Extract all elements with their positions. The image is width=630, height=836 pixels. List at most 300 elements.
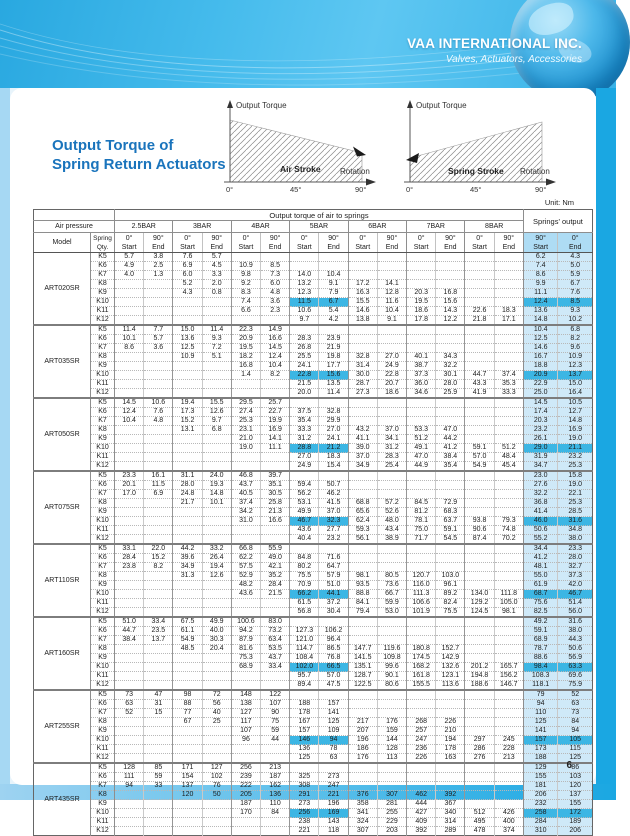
table-cell: 24.1 bbox=[319, 435, 348, 444]
table-cell: 107 bbox=[261, 700, 290, 709]
diagram2-area-label: Spring Stroke bbox=[448, 166, 504, 176]
table-cell: 31.6 bbox=[558, 617, 593, 627]
table-cell: 16.3 bbox=[348, 289, 377, 298]
table-cell bbox=[144, 754, 173, 764]
page-title-line2: Spring Return Actuators bbox=[52, 156, 226, 173]
table-cell: 3.3 bbox=[202, 271, 231, 280]
table-cell: 127.3 bbox=[290, 627, 319, 636]
table-cell bbox=[144, 280, 173, 289]
table-cell: 78.1 bbox=[407, 517, 436, 526]
table-cell: 34.8 bbox=[558, 526, 593, 535]
table-cell: 148 bbox=[231, 690, 260, 700]
table-cell bbox=[173, 362, 202, 371]
model-name: ART255SR bbox=[34, 690, 91, 763]
table-cell: 61.9 bbox=[523, 581, 558, 590]
table-cell bbox=[494, 280, 523, 289]
table-cell: 45.4 bbox=[494, 462, 523, 472]
table-row bbox=[34, 517, 593, 526]
table-cell bbox=[465, 481, 494, 490]
table-cell: 59.1 bbox=[436, 526, 465, 535]
table-cell: 11.4 bbox=[115, 325, 144, 335]
table-cell bbox=[202, 316, 231, 326]
table-cell: 50.6 bbox=[523, 526, 558, 535]
table-row bbox=[34, 508, 593, 517]
table-cell: 35.2 bbox=[261, 572, 290, 581]
table-cell bbox=[494, 709, 523, 718]
table-row bbox=[34, 645, 593, 654]
table-cell: 12.2 bbox=[436, 316, 465, 326]
table-cell: 8.2 bbox=[558, 335, 593, 344]
table-cell: 308 bbox=[290, 782, 319, 791]
table-cell bbox=[261, 462, 290, 472]
table-cell bbox=[261, 818, 290, 827]
table-row bbox=[34, 636, 593, 645]
table-cell: 35.4 bbox=[290, 417, 319, 426]
table-cell: 30.0 bbox=[348, 371, 377, 380]
table-cell bbox=[115, 362, 144, 371]
table-cell: 26.4 bbox=[202, 554, 231, 563]
table-cell: 444 bbox=[407, 800, 436, 809]
table-cell: 3.6 bbox=[144, 344, 173, 353]
table-cell: 15.6 bbox=[436, 298, 465, 307]
spring-qty-cell: K5 bbox=[91, 398, 115, 408]
table-cell bbox=[465, 645, 494, 654]
table-cell: 79.3 bbox=[494, 517, 523, 526]
table-cell: 86.5 bbox=[319, 645, 348, 654]
table-cell: 186 bbox=[348, 745, 377, 754]
table-cell: 10.1 bbox=[115, 335, 144, 344]
table-cell: 66.7 bbox=[377, 590, 406, 599]
table-cell bbox=[465, 435, 494, 444]
table-cell: 273 bbox=[319, 773, 348, 782]
table-cell: 2.0 bbox=[202, 280, 231, 289]
table-cell: 94.2 bbox=[231, 627, 260, 636]
table-cell bbox=[144, 727, 173, 736]
table-cell bbox=[115, 371, 144, 380]
table-cell bbox=[348, 490, 377, 499]
table-cell: 32.2 bbox=[523, 490, 558, 499]
table-cell bbox=[144, 380, 173, 389]
table-cell: 176 bbox=[377, 718, 406, 727]
table-cell bbox=[261, 745, 290, 754]
table-cell: 51.2 bbox=[407, 435, 436, 444]
table-cell: 33.2 bbox=[202, 544, 231, 554]
table-cell bbox=[377, 709, 406, 718]
table-cell bbox=[144, 663, 173, 672]
spring-qty-header: Spring Qty. bbox=[91, 233, 115, 253]
table-cell bbox=[290, 262, 319, 271]
table-cell: 93.8 bbox=[465, 517, 494, 526]
table-cell bbox=[115, 654, 144, 663]
table-cell bbox=[494, 253, 523, 262]
table-cell bbox=[494, 563, 523, 572]
spring-qty-cell: K7 bbox=[91, 417, 115, 426]
table-cell: 23.1 bbox=[231, 426, 260, 435]
table-cell bbox=[407, 408, 436, 417]
table-cell bbox=[115, 581, 144, 590]
table-cell: 4.8 bbox=[261, 289, 290, 298]
table-row bbox=[34, 617, 593, 627]
table-cell bbox=[436, 344, 465, 353]
table-cell: 38.9 bbox=[377, 535, 406, 545]
table-cell: 129.2 bbox=[465, 599, 494, 608]
table-cell bbox=[377, 325, 406, 335]
table-cell: 128 bbox=[377, 745, 406, 754]
table-cell: 106.6 bbox=[407, 599, 436, 608]
table-cell: 9.8 bbox=[231, 271, 260, 280]
table-cell: 229 bbox=[377, 818, 406, 827]
table-cell: 6.7 bbox=[319, 298, 348, 307]
table-cell bbox=[436, 544, 465, 554]
table-cell: 116.0 bbox=[407, 581, 436, 590]
table-cell: 94 bbox=[319, 736, 348, 745]
table-cell: 8.5 bbox=[261, 262, 290, 271]
table-cell: 3.8 bbox=[144, 253, 173, 262]
table-cell bbox=[202, 654, 231, 663]
table-cell: 29.0 bbox=[523, 444, 558, 453]
table-cell: 281 bbox=[377, 800, 406, 809]
table-cell: 127 bbox=[231, 709, 260, 718]
table-cell bbox=[173, 526, 202, 535]
table-cell bbox=[494, 262, 523, 271]
table-row bbox=[34, 608, 593, 618]
table-row bbox=[34, 554, 593, 563]
table-cell: 226 bbox=[407, 754, 436, 764]
end-column-header: 90° End bbox=[261, 233, 290, 253]
table-cell: 30.1 bbox=[436, 371, 465, 380]
table-cell: 117 bbox=[231, 718, 260, 727]
table-cell: 32.8 bbox=[348, 353, 377, 362]
table-cell bbox=[290, 471, 319, 481]
table-cell: 314 bbox=[436, 818, 465, 827]
table-cell bbox=[494, 289, 523, 298]
table-cell bbox=[407, 636, 436, 645]
table-cell bbox=[115, 316, 144, 326]
table-cell bbox=[377, 262, 406, 271]
table-cell bbox=[436, 253, 465, 262]
table-cell bbox=[144, 289, 173, 298]
model-name: ART075SR bbox=[34, 471, 91, 544]
table-cell: 189 bbox=[558, 818, 593, 827]
table-cell bbox=[494, 325, 523, 335]
table-cell: 124.5 bbox=[465, 608, 494, 618]
table-cell: 9.1 bbox=[319, 280, 348, 289]
table-cell: 13.6 bbox=[523, 307, 558, 316]
table-cell bbox=[144, 718, 173, 727]
model-name: ART035SR bbox=[34, 325, 91, 398]
table-cell bbox=[115, 672, 144, 681]
table-cell: 41.1 bbox=[348, 435, 377, 444]
table-cell bbox=[231, 453, 260, 462]
table-cell: 21.2 bbox=[319, 444, 348, 453]
table-cell bbox=[494, 791, 523, 800]
table-cell bbox=[465, 709, 494, 718]
table-cell bbox=[202, 590, 231, 599]
table-row bbox=[34, 736, 593, 745]
table-cell: 96.4 bbox=[319, 636, 348, 645]
table-cell: 101.9 bbox=[407, 608, 436, 618]
top-banner bbox=[0, 0, 616, 88]
table-cell bbox=[144, 736, 173, 745]
table-cell: 39.0 bbox=[348, 444, 377, 453]
table-cell bbox=[377, 554, 406, 563]
table-cell bbox=[144, 535, 173, 545]
table-cell: 44.2 bbox=[173, 544, 202, 554]
table-cell: 120.7 bbox=[407, 572, 436, 581]
table-cell: 115 bbox=[558, 745, 593, 754]
table-cell bbox=[407, 627, 436, 636]
table-row bbox=[34, 599, 593, 608]
table-cell: 90 bbox=[261, 709, 290, 718]
table-cell: 21.8 bbox=[465, 316, 494, 326]
table-cell bbox=[115, 462, 144, 472]
table-cell bbox=[494, 554, 523, 563]
table-cell: 28.4 bbox=[261, 581, 290, 590]
table-cell: 49.1 bbox=[407, 444, 436, 453]
table-cell: 5.7 bbox=[115, 253, 144, 262]
table-cell: 88.6 bbox=[523, 654, 558, 663]
table-cell: 18.6 bbox=[377, 389, 406, 399]
table-row bbox=[34, 672, 593, 681]
table-cell bbox=[494, 627, 523, 636]
table-cell: 239 bbox=[231, 773, 260, 782]
table-cell: 69.6 bbox=[558, 672, 593, 681]
table-cell bbox=[115, 645, 144, 654]
svg-text:45°: 45° bbox=[290, 185, 302, 194]
table-cell bbox=[494, 298, 523, 307]
pressure-header: 6BAR bbox=[348, 221, 406, 233]
table-cell: 48.4 bbox=[494, 453, 523, 462]
svg-text:90°: 90° bbox=[355, 185, 367, 194]
table-cell: 169 bbox=[319, 809, 348, 818]
table-cell bbox=[407, 271, 436, 280]
table-cell: 15.8 bbox=[558, 471, 593, 481]
table-cell bbox=[465, 289, 494, 298]
table-row bbox=[34, 818, 593, 827]
table-cell: 54.9 bbox=[173, 636, 202, 645]
table-cell: 427 bbox=[407, 809, 436, 818]
table-cell bbox=[494, 508, 523, 517]
table-cell: 125 bbox=[558, 754, 593, 764]
table-cell bbox=[202, 371, 231, 380]
table-cell: 48.1 bbox=[523, 563, 558, 572]
table-cell: 23.8 bbox=[115, 563, 144, 572]
table-row bbox=[34, 763, 593, 773]
table-cell: 187 bbox=[231, 800, 260, 809]
table-cell bbox=[115, 426, 144, 435]
svg-text:0°: 0° bbox=[226, 185, 234, 194]
table-cell bbox=[202, 508, 231, 517]
table-cell: 12.5 bbox=[173, 344, 202, 353]
table-cell bbox=[348, 325, 377, 335]
table-cell: 12.3 bbox=[290, 289, 319, 298]
table-cell: 34.2 bbox=[231, 508, 260, 517]
table-cell: 30.3 bbox=[202, 636, 231, 645]
table-cell: 34.9 bbox=[348, 462, 377, 472]
table-row bbox=[34, 298, 593, 307]
table-cell bbox=[319, 690, 348, 700]
table-cell bbox=[290, 398, 319, 408]
start-column-header: 0° Start bbox=[231, 233, 260, 253]
spring-qty-cell: K10 bbox=[91, 517, 115, 526]
table-cell: 367 bbox=[436, 800, 465, 809]
table-cell: 157 bbox=[523, 736, 558, 745]
table-cell bbox=[494, 690, 523, 700]
table-cell: 41.4 bbox=[523, 508, 558, 517]
table-cell: 27.0 bbox=[319, 426, 348, 435]
table-row bbox=[34, 408, 593, 417]
table-cell: 13.6 bbox=[173, 335, 202, 344]
table-header bbox=[34, 210, 593, 253]
table-cell bbox=[173, 307, 202, 316]
table-row bbox=[34, 362, 593, 371]
table-cell bbox=[231, 672, 260, 681]
table-cell bbox=[348, 700, 377, 709]
table-cell: 222 bbox=[231, 782, 260, 791]
spring-stroke-diagram bbox=[390, 96, 560, 198]
spring-qty-cell: K12 bbox=[91, 754, 115, 764]
table-cell: 73 bbox=[558, 709, 593, 718]
spring-qty-cell: K8 bbox=[91, 280, 115, 289]
table-cell: 22.1 bbox=[558, 490, 593, 499]
table-cell: 31.1 bbox=[173, 471, 202, 481]
spring-qty-cell: K10 bbox=[91, 736, 115, 745]
table-row bbox=[34, 526, 593, 535]
table-cell: 18.6 bbox=[407, 307, 436, 316]
table-cell: 87.4 bbox=[465, 535, 494, 545]
spring-qty-cell: K5 bbox=[91, 617, 115, 627]
table-cell: 27.6 bbox=[523, 481, 558, 490]
table-cell: 228 bbox=[494, 745, 523, 754]
table-row bbox=[34, 316, 593, 326]
table-cell bbox=[144, 316, 173, 326]
table-cell bbox=[115, 280, 144, 289]
table-cell bbox=[261, 253, 290, 262]
table-cell: 103.0 bbox=[436, 572, 465, 581]
table-cell bbox=[465, 791, 494, 800]
table-cell bbox=[173, 736, 202, 745]
table-cell bbox=[115, 818, 144, 827]
table-row bbox=[34, 782, 593, 791]
table-cell bbox=[261, 380, 290, 389]
spring-qty-cell: K11 bbox=[91, 307, 115, 316]
table-cell: 462 bbox=[407, 791, 436, 800]
table-row bbox=[34, 654, 593, 663]
table-cell: 67.5 bbox=[173, 617, 202, 627]
table-cell: 4.8 bbox=[144, 417, 173, 426]
table-cell bbox=[465, 325, 494, 335]
table-cell: 9.7 bbox=[290, 316, 319, 326]
table-cell bbox=[290, 617, 319, 627]
table-cell: 55.0 bbox=[523, 572, 558, 581]
table-cell: 5.7 bbox=[202, 253, 231, 262]
table-header-row-top bbox=[34, 210, 593, 221]
table-cell bbox=[115, 608, 144, 618]
table-cell: 78.7 bbox=[523, 645, 558, 654]
table-row bbox=[34, 681, 593, 691]
spring-qty-cell: K8 bbox=[91, 426, 115, 435]
table-cell: 16.7 bbox=[523, 353, 558, 362]
table-cell: 1.4 bbox=[231, 371, 260, 380]
table-cell bbox=[144, 526, 173, 535]
table-cell: 48.2 bbox=[231, 581, 260, 590]
table-cell bbox=[115, 380, 144, 389]
table-cell bbox=[173, 535, 202, 545]
table-cell bbox=[231, 253, 260, 262]
table-cell: 34.6 bbox=[407, 389, 436, 399]
table-cell bbox=[173, 380, 202, 389]
table-cell: 168.2 bbox=[407, 663, 436, 672]
pressure-header: 8BAR bbox=[465, 221, 523, 233]
table-cell: 170 bbox=[231, 809, 260, 818]
table-cell: 13.2 bbox=[290, 280, 319, 289]
table-cell: 56.2 bbox=[290, 490, 319, 499]
table-cell bbox=[407, 773, 436, 782]
table-row bbox=[34, 398, 593, 408]
table-cell: 40 bbox=[202, 709, 231, 718]
table-cell: 75.5 bbox=[290, 572, 319, 581]
table-cell bbox=[348, 617, 377, 627]
table-cell bbox=[348, 253, 377, 262]
table-cell: 213 bbox=[261, 763, 290, 773]
table-cell: 400 bbox=[494, 818, 523, 827]
table-cell: 8.2 bbox=[261, 371, 290, 380]
table-cell: 72.9 bbox=[436, 499, 465, 508]
svg-text:90°: 90° bbox=[535, 185, 547, 194]
table-cell: 24.0 bbox=[202, 471, 231, 481]
table-cell: 40.5 bbox=[231, 490, 260, 499]
table-header-row-pressures bbox=[34, 221, 593, 233]
table-cell: 31.3 bbox=[173, 572, 202, 581]
table-cell: 137 bbox=[558, 791, 593, 800]
table-cell: 28.7 bbox=[348, 380, 377, 389]
table-cell: 16.6 bbox=[261, 335, 290, 344]
table-cell: 19.8 bbox=[319, 353, 348, 362]
start-column-header: 0° Start bbox=[465, 233, 494, 253]
table-cell: 122 bbox=[261, 690, 290, 700]
table-cell: 59 bbox=[261, 727, 290, 736]
table-cell bbox=[144, 371, 173, 380]
spring-qty-cell: K8 bbox=[91, 353, 115, 362]
table-cell bbox=[290, 690, 319, 700]
table-cell: 15.6 bbox=[319, 371, 348, 380]
spring-qty-cell: K6 bbox=[91, 554, 115, 563]
table-cell bbox=[377, 636, 406, 645]
table-cell: 284 bbox=[523, 818, 558, 827]
table-cell bbox=[377, 563, 406, 572]
table-cell: 44 bbox=[261, 736, 290, 745]
table-row bbox=[34, 417, 593, 426]
table-cell: 37.0 bbox=[348, 453, 377, 462]
table-cell bbox=[465, 690, 494, 700]
svg-text:0°: 0° bbox=[406, 185, 414, 194]
table-cell: 31.6 bbox=[558, 517, 593, 526]
table-cell: 33.4 bbox=[144, 617, 173, 627]
table-cell: 56.9 bbox=[558, 654, 593, 663]
table-cell: 29.9 bbox=[319, 417, 348, 426]
table-cell bbox=[465, 782, 494, 791]
table-row bbox=[34, 471, 593, 481]
table-cell: 17.8 bbox=[407, 316, 436, 326]
table-cell bbox=[348, 271, 377, 280]
table-cell: 7.7 bbox=[144, 325, 173, 335]
table-cell bbox=[173, 745, 202, 754]
table-cell bbox=[348, 627, 377, 636]
table-cell: 25.3 bbox=[231, 417, 260, 426]
table-cell bbox=[115, 389, 144, 399]
table-cell: 12.6 bbox=[202, 572, 231, 581]
table-cell bbox=[144, 307, 173, 316]
